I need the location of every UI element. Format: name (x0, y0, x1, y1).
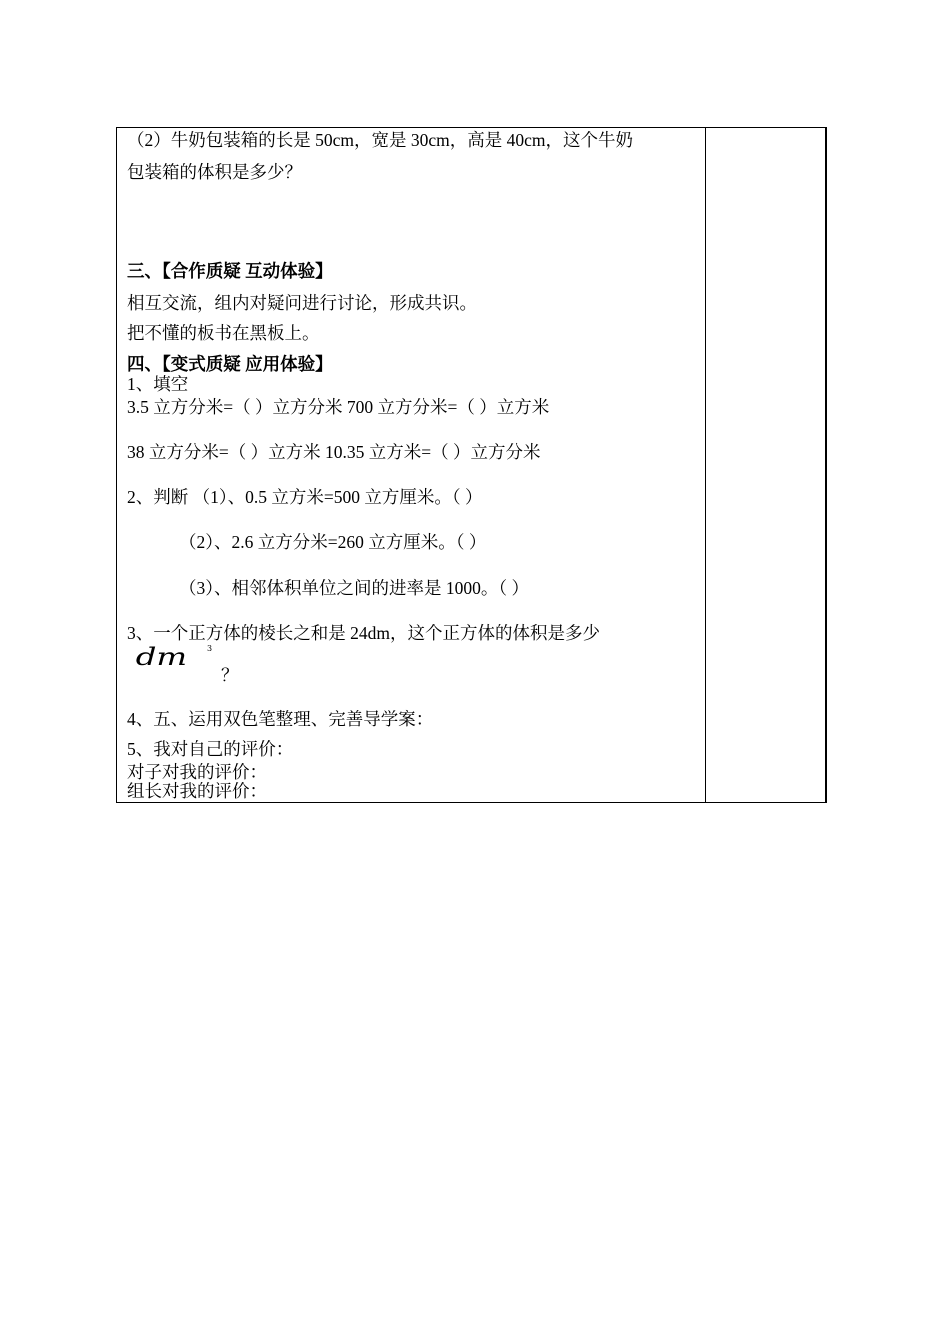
svg-text:dm: dm (135, 643, 188, 671)
section-3-line-2: 把不懂的板书在黑板上。 (127, 323, 320, 343)
section-4-heading: 四、【变式质疑 应用体验】 (127, 354, 333, 374)
fill-in-line-1: 3.5 立方分米=（ ）立方分米 700 立方分米=（ ）立方米 (127, 397, 550, 417)
fill-in-line-2: 38 立方分米=（ ）立方米 10.35 立方米=（ ）立方分米 (127, 442, 541, 462)
worksheet-table (116, 127, 827, 803)
problem-2-line-2: 包装箱的体积是多少？ (127, 162, 302, 182)
judge-line-1: 2、判断 （1）、0.5 立方米=500 立方厘米。（ ） (127, 487, 483, 507)
item-5: 5、我对自己的评价： (127, 739, 294, 759)
fill-in-title: 1、填空 (127, 374, 189, 394)
leader-evaluation: 组长对我的评价： (127, 781, 267, 801)
svg-text:3: 3 (207, 644, 213, 653)
question-3-line-1: 3、一个正方体的棱长之和是 24dm，这个正方体的体积是多少 (127, 623, 600, 643)
section-3-heading: 三、【合作质疑 互动体验】 (127, 261, 333, 281)
partner-evaluation: 对子对我的评价： (127, 762, 267, 782)
cubic-decimeter-unit (133, 641, 223, 671)
item-4: 4、五、运用双色笔整理、完善导学案： (127, 709, 434, 729)
question-3-mark: ？ (221, 665, 239, 685)
section-3-line-1: 相互交流，组内对疑问进行讨论，形成共识。 (127, 293, 477, 313)
problem-2-line-1: （2）牛奶包装箱的长是 50cm，宽是 30cm，高是 40cm，这个牛奶 (127, 130, 634, 150)
judge-line-2: （2）、2.6 立方分米=260 立方厘米。（ ） (179, 532, 487, 552)
judge-line-3: （3）、相邻体积单位之间的进率是 1000。（ ） (179, 578, 529, 598)
column-divider (705, 128, 706, 802)
